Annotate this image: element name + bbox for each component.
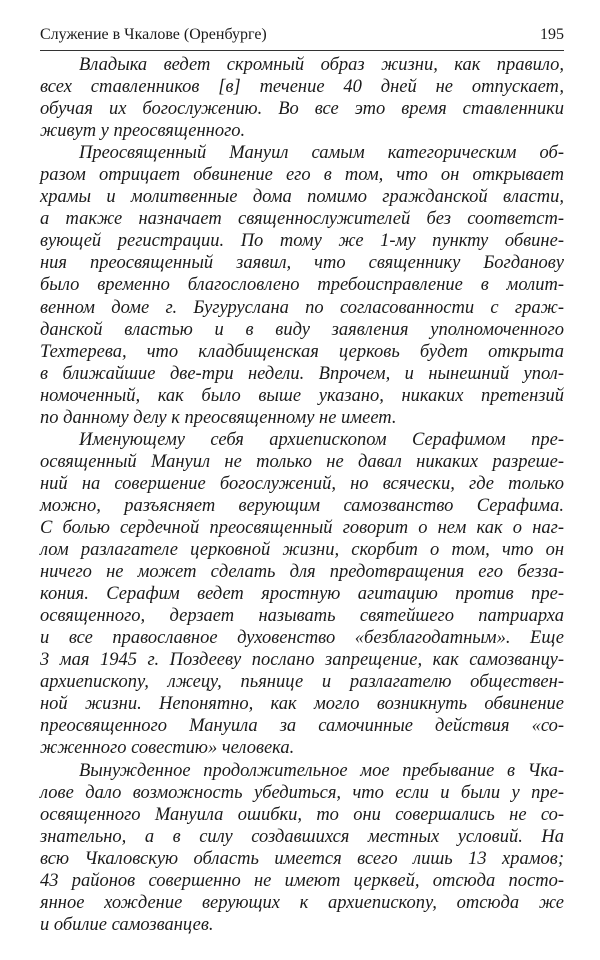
text-line: всех ставленников [в] течение 40 дней не отпускает, — [40, 77, 564, 98]
text-line: освященного Мануила ошибки, то они совершались не со- — [40, 804, 564, 825]
text-line: можно, разъясняет верующим самозванство Серафима. — [40, 495, 564, 516]
text-line: и обилие самозванцев. — [40, 914, 214, 935]
page-body — [40, 54, 564, 936]
text-line: в ближайшие две-три недели. Впрочем, и нынешний упол- — [40, 363, 564, 384]
text-line: Именующему себя архиепископом Серафимом пре- — [79, 429, 564, 450]
text-line: ничего не может сделать для предотвращения его безза- — [40, 562, 564, 583]
text-line: лом разлагателе церковной жизни, скорбит о том, что он — [40, 540, 564, 561]
text-line: ний на совершение богослужений, но всячески, где только — [40, 473, 564, 494]
text-line: вующей регистрации. По тому же 1-му пункту обвине- — [40, 231, 564, 252]
text-line: номоченный, как было выше указано, никаких претензий — [40, 385, 564, 406]
running-header — [40, 26, 564, 48]
header-rule — [40, 50, 564, 51]
paragraph — [40, 54, 564, 142]
text-line: разом отрицает обвинение его в том, что он открывает — [40, 165, 564, 186]
text-line: преосвященного Мануила за самочинные действия «со- — [40, 716, 564, 737]
text-line: было временно благословлено требоисправление в молит- — [40, 275, 564, 296]
page-number: 195 — [540, 26, 564, 43]
text-line: живут у преосвященного. — [40, 121, 246, 142]
paragraph — [40, 429, 564, 760]
text-line: кония. Серафим ведет яростную агитацию против пре- — [40, 584, 564, 605]
text-line: всю Чкаловскую область имеется всего лишь 13 храмов; — [40, 848, 564, 869]
text-line: Техтерева, что кладбищенская церковь будет открыта — [40, 341, 564, 362]
text-line: Владыка ведет скромный образ жизни, как правило, — [79, 55, 564, 75]
text-line: 3 мая 1945 г. Поздееву послано запрещение, как самозванцу- — [40, 650, 564, 671]
text-line: С болью сердечной преосвященный говорит о нем как о наг- — [40, 517, 564, 538]
text-line: лове дало возможность убедиться, что если и были у пре- — [40, 782, 564, 803]
text-line: данской властью и в виду заявления уполномоченного — [40, 319, 564, 340]
text-line: 43 районов совершенно не имеют церквей, отсюда посто- — [40, 870, 564, 891]
text-line: венном доме г. Бугуруслана по согласованности с граж- — [40, 297, 564, 318]
text-line: обучая их богослужению. Во все это время ставленники — [40, 99, 564, 120]
text-line: жженного совестию» человека. — [40, 738, 295, 759]
paragraph — [40, 142, 564, 429]
text-line: освященный Мануил не только не давал никаких разреше- — [40, 451, 564, 472]
paragraph — [40, 760, 564, 936]
text-line: знательно, а в силу создавшихся местных условий. На — [40, 826, 564, 847]
text-line: и все православное духовенство «безблагодатным». Еще — [40, 628, 564, 649]
text-line: по данному делу к преосвященному не имеет. — [40, 407, 397, 428]
text-line: архиепископу, лжецу, пьянице и разлагателю обществен- — [40, 672, 564, 693]
text-line: ния преосвященный заявил, что священнику Богданову — [40, 253, 564, 274]
text-line: янное хождение верующих к архиепископу, отсюда же — [40, 892, 564, 913]
text-line: освященного, дерзает называть святейшего патриарха — [40, 606, 564, 627]
running-title: Служение в Чкалове (Оренбурге) — [40, 26, 267, 43]
text-line: ной жизни. Непонятно, как могло возникнуть обвинение — [40, 694, 564, 715]
text-line: Преосвященный Мануил самым категорическим об- — [79, 143, 564, 164]
text-line: Вынужденное продолжительное мое пребывание в Чка- — [79, 760, 564, 781]
text-line: а также назначает священнослужителей без соответст- — [40, 209, 564, 230]
text-line: храмы и молитвенные дома помимо гражданской власти, — [40, 187, 564, 208]
